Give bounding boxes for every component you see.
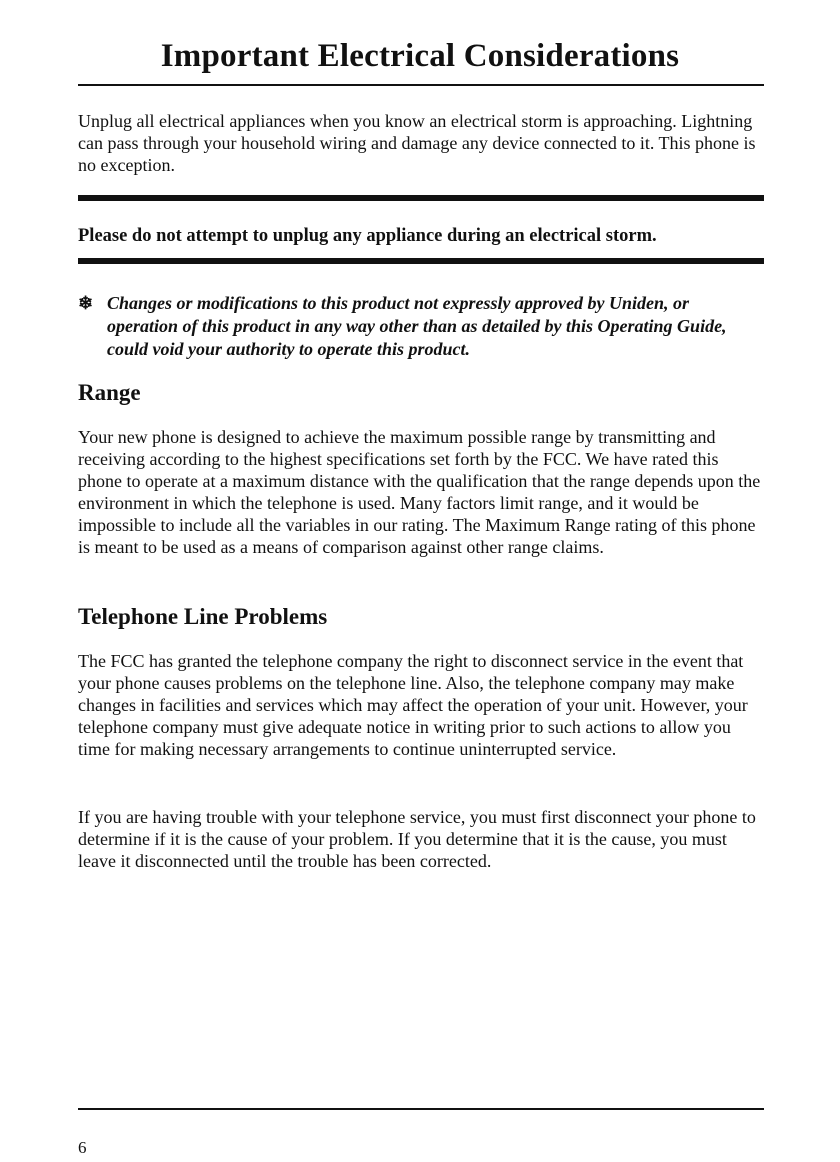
page-number: 6 (78, 1138, 87, 1157)
title-rule (78, 84, 764, 86)
footer-rule (78, 1108, 764, 1110)
warning-text: Please do not attempt to unplug any appliance during an electrical storm. (78, 226, 657, 246)
line-problems-paragraph-2: If you are having trouble with your telephone service, you must first disconnect your phone to determine if it is the cause of your problem. If you determine that it is the cause, you must leave it disconnected until the trouble has been corrected. (78, 807, 756, 871)
line-problems-paragraph-1: The FCC has granted the telephone company the right to disconnect service in the event that your phone causes problems on the telephone line. Also, the telephone company may make changes in facilities and services which may affect the operation of your unit. However, your telephone company must give adequate notice in writing prior to such actions to allow you time for making necessary arrangements to continue uninterrupted service. (78, 651, 748, 759)
page-title: Important Electrical Considerations (160, 38, 680, 74)
line-problems-heading: Telephone Line Problems (78, 604, 328, 629)
range-paragraph: Your new phone is designed to achieve the maximum possible range by transmitting and receiving according to the highest specifications set forth by the FCC. We have rated this phone to operate at a maximum distance with the qualification that the range depends upon the environment in which the telephone is used. Many factors limit range, and it would be impossible to include all the variables in our rating. The Maximum Range rating of this phone is meant to be used as a means of comparison against other range claims. (78, 427, 761, 557)
asterisk-icon: ❄ (78, 293, 94, 313)
warning-bottom-rule (78, 258, 764, 264)
intro-paragraph: Unplug all electrical appliances when you know an electrical storm is approaching. Lightning can pass through your household wiring and damage any device connected to it. This phone is no exception. (78, 111, 756, 175)
modification-notice (78, 292, 764, 361)
modification-notice-text: Changes or modifications to this product not expressly approved by Uniden, or operation of this product in any way other than as detailed by this Operating Guide, could void your authority to operate this product. (107, 293, 727, 359)
warning-top-rule (78, 195, 764, 201)
range-heading: Range (78, 380, 141, 405)
